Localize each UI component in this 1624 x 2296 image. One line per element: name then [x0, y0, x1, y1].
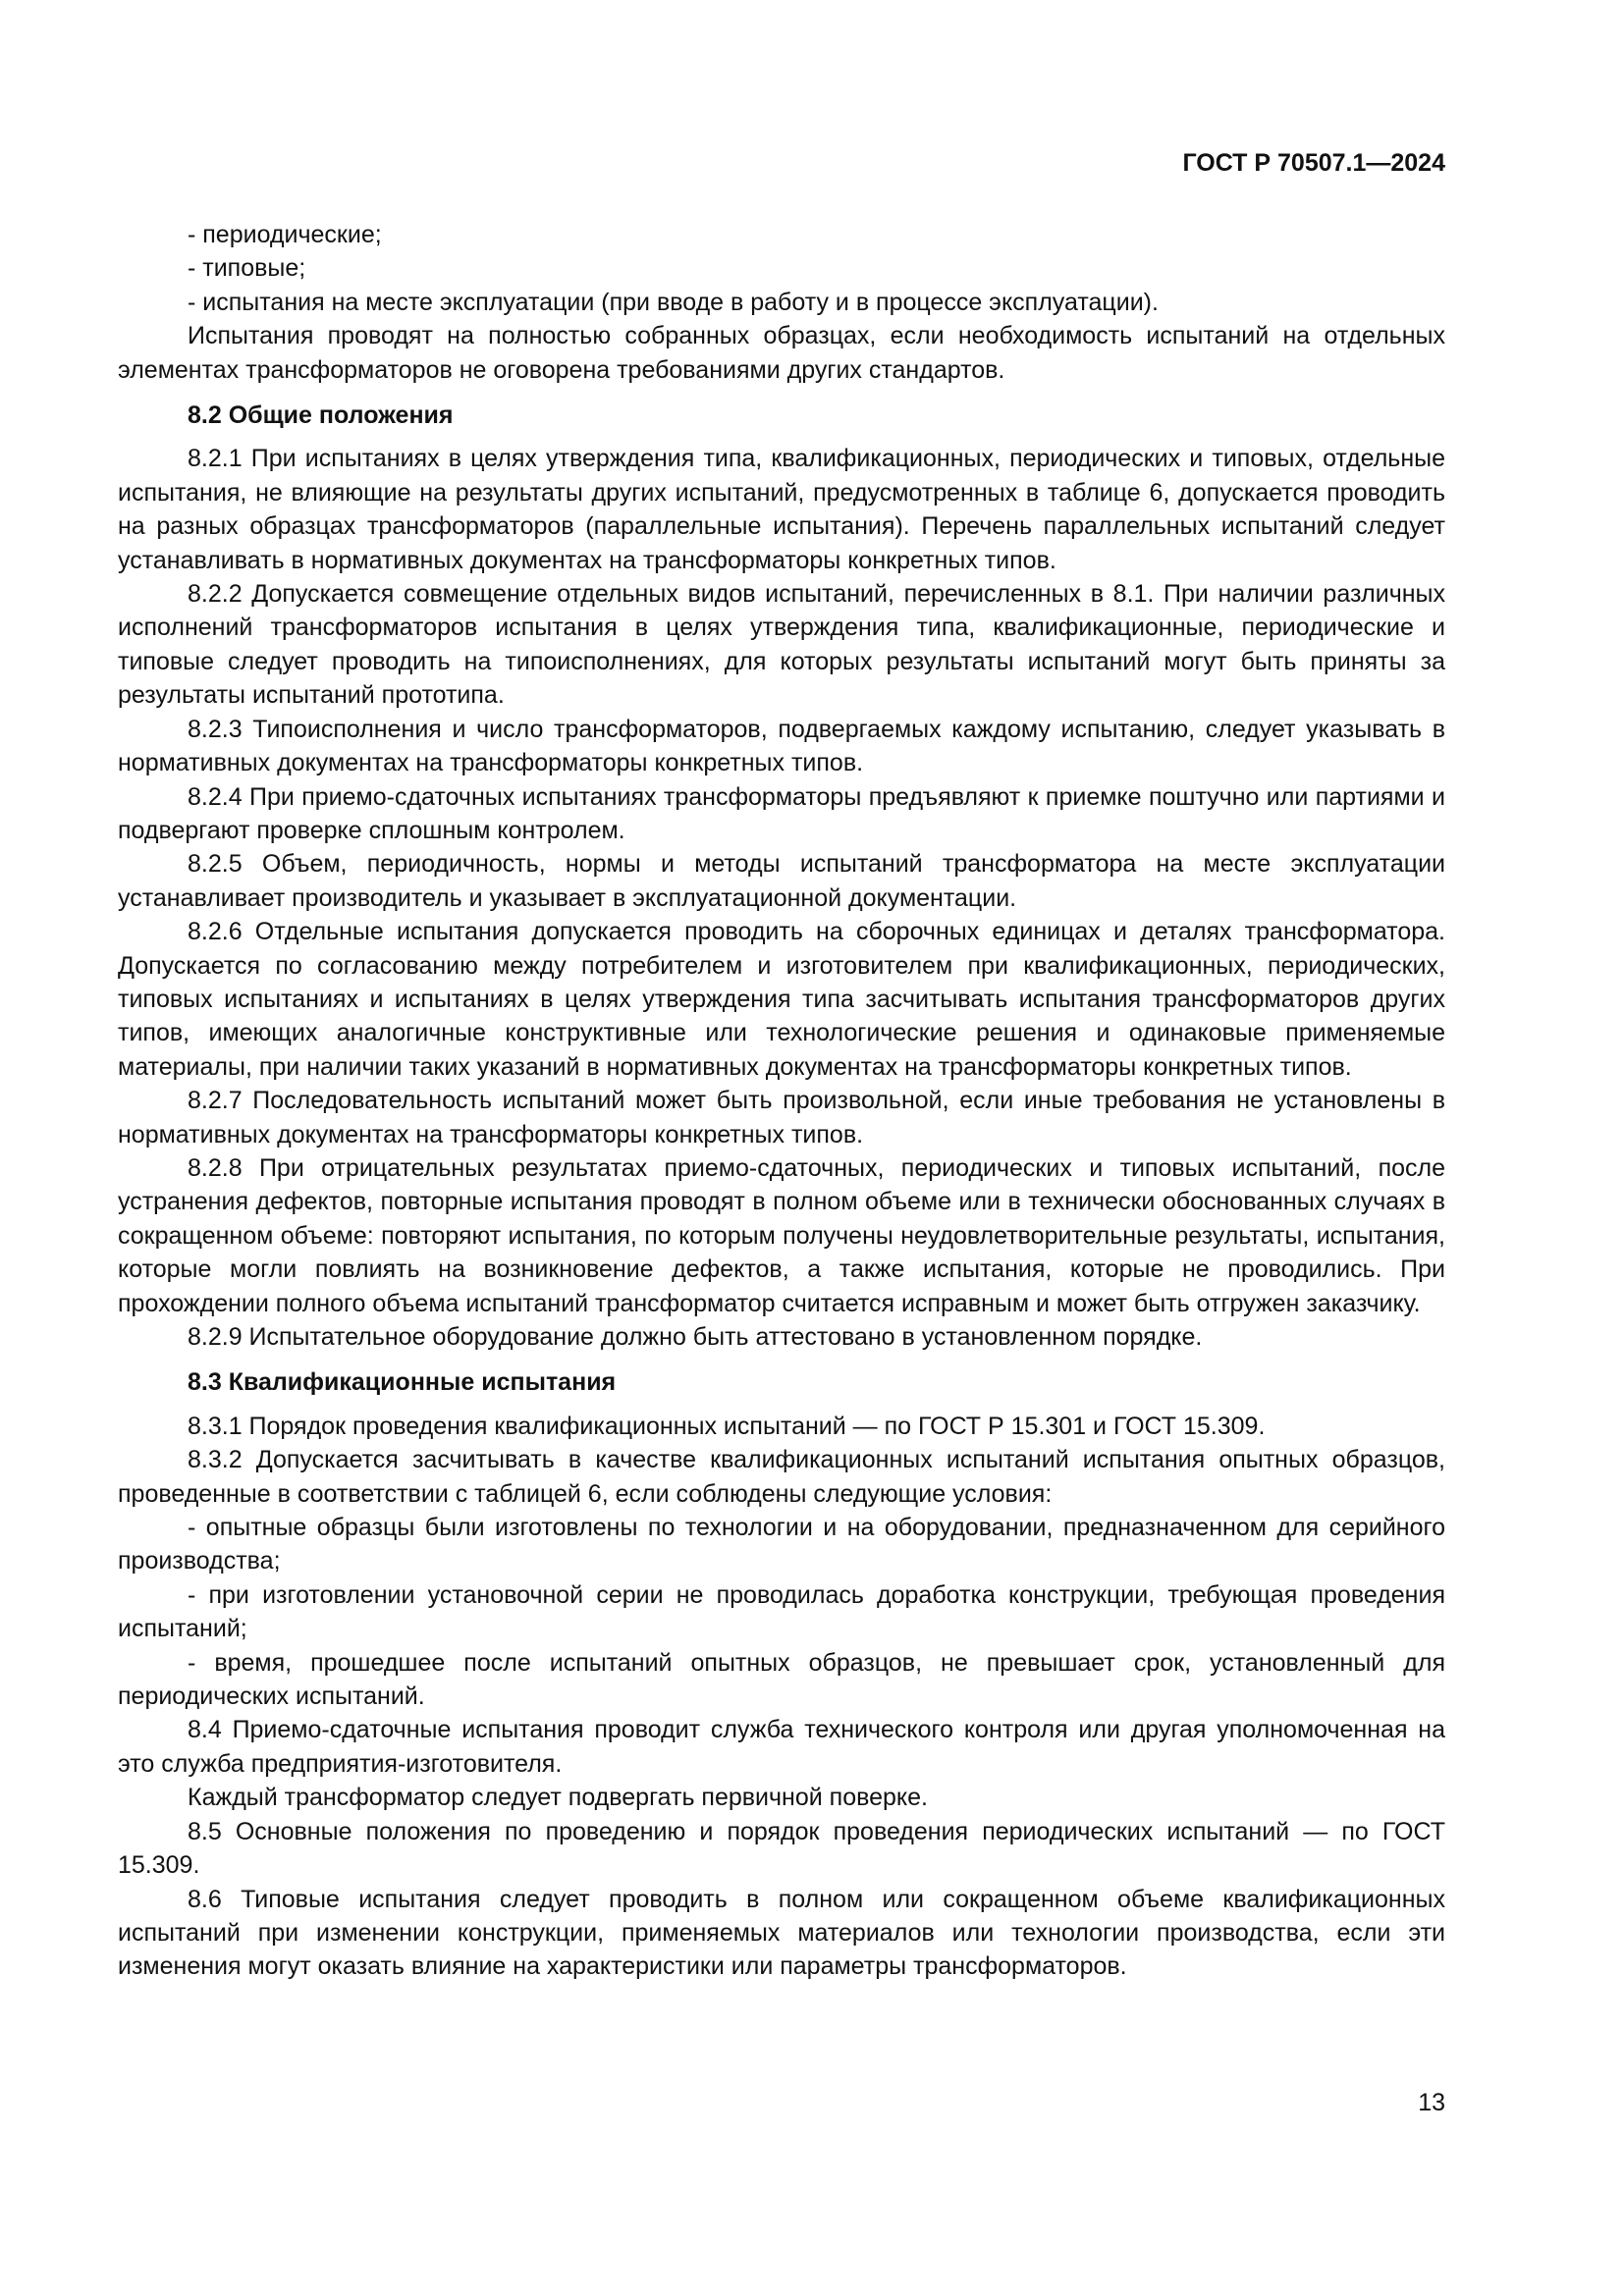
- section-heading-8-3: 8.3 Квалификационные испытания: [188, 1368, 617, 1397]
- paragraph-8-2-6: 8.2.6 Отдельные испытания допускается проводить на сборочных единицах и деталях трансформатора. Допускается по согласованию между потребителем и изготовителем при квалификационных, периодических, типовых испытаниях и испытаниях в целях утверждения типа засчитывать испытания трансформаторов других типов, имеющих аналогичные конструктивные или технологические решения и одинаковые применяемые материалы, при наличии таких указаний в нормативных документах на трансформаторы конкретных типов.: [118, 918, 1445, 1081]
- paragraph: Испытания проводят на полностью собранных образцах, если необходимость испытаний на отдельных элементах трансформаторов не оговорена требованиями других стандартов.: [118, 322, 1445, 384]
- paragraph-8-3-2: 8.3.2 Допускается засчитывать в качестве квалификационных испытаний испытания опытных образцов, проведенные в соответствии с таблицей 6, если соблюдены следующие условия:: [118, 1446, 1445, 1508]
- paragraph-8-2-7: 8.2.7 Последовательность испытаний может быть произвольной, если иные требования не установлены в нормативных документах на трансформаторы конкретных типов.: [118, 1087, 1445, 1148]
- document-body: [118, 218, 1445, 1984]
- document-page: [118, 0, 1445, 2296]
- list-item: - опытные образцы были изготовлены по технологии и на оборудовании, предназначенном для серийного производства;: [118, 1514, 1445, 1575]
- document-header: ГОСТ Р 70507.1—2024: [1182, 149, 1445, 177]
- section-heading-8-2: 8.2 Общие положения: [188, 401, 454, 430]
- paragraph-8-2-1: 8.2.1 При испытаниях в целях утверждения типа, квалификационных, периодических и типовых, отдельные испытания, не влияющие на результаты других испытаний, предусмотренных в таблице 6, допускается проводить на разных образцах трансформаторов (параллельные испытания). Перечень параллельных испытаний следует устанавливать в нормативных документах на трансформаторы конкретных типов.: [118, 445, 1445, 574]
- paragraph-8-2-9: 8.2.9 Испытательное оборудование должно быть аттестовано в установленном порядке.: [188, 1323, 1203, 1351]
- list-item: - типовые;: [188, 254, 306, 283]
- paragraph-8-4: 8.4 Приемо-сдаточные испытания проводит служба технического контроля или другая уполномоченная на это служба предприятия-изготовителя.: [118, 1716, 1445, 1778]
- paragraph-8-2-8: 8.2.8 При отрицательных результатах приемо-сдаточных, периодических и типовых испытаний, после устранения дефектов, повторные испытания проводят в полном объеме или в технически обоснованных случаях в сокращенном объеме: повторяют испытания, по которым получены неудовлетворительные результаты, испытания, которые могли повлиять на возникновение дефектов, а также испытания, которые не проводились. При прохождении полного объема испытаний трансформатор считается исправным и может быть отгружен заказчику.: [118, 1153, 1445, 1317]
- paragraph-8-2-2: 8.2.2 Допускается совмещение отдельных видов испытаний, перечисленных в 8.1. При наличии различных исполнений трансформаторов испытания в целях утверждения типа, квалификационные, периодические и типовые следует проводить на типоисполнениях, для которых результаты испытаний могут быть приняты за результаты испытаний прототипа.: [118, 580, 1445, 710]
- paragraph-8-2-4: 8.2.4 При приемо-сдаточных испытаниях трансформаторы предъявляют к приемке поштучно или партиями и подвергают проверке сплошным контролем.: [118, 782, 1445, 844]
- paragraph-8-2-5: 8.2.5 Объем, периодичность, нормы и методы испытаний трансформатора на месте эксплуатации устанавливает производитель и указывает в эксплуатационной документации.: [118, 850, 1445, 912]
- paragraph-8-2-3: 8.2.3 Типоисполнения и число трансформаторов, подвергаемых каждому испытанию, следует указывать в нормативных документах на трансформаторы конкретных типов.: [118, 715, 1445, 777]
- paragraph-primary-verification: Каждый трансформатор следует подвергать первичной поверке.: [188, 1784, 928, 1812]
- paragraph-8-5: 8.5 Основные положения по проведению и порядок проведения периодических испытаний — по ГОСТ 15.309.: [118, 1817, 1445, 1880]
- list-item: - при изготовлении установочной серии не проводилась доработка конструкции, требующая проведения испытаний;: [118, 1580, 1445, 1643]
- list-item: - периодические;: [188, 221, 382, 248]
- paragraph-8-6: 8.6 Типовые испытания следует проводить в полном или сокращенном объеме квалификационных испытаний при изменении конструкции, применяемых материалов или технологии производства, если эти изменения могут оказать влияние на характеристики или параметры трансформаторов.: [118, 1885, 1445, 1981]
- page-number: 13: [1418, 2089, 1445, 2116]
- list-item: - испытания на месте эксплуатации (при вводе в работу и в процессе эксплуатации).: [188, 288, 1159, 316]
- list-item: - время, прошедшее после испытаний опытных образцов, не превышает срок, установленный для периодических испытаний.: [118, 1648, 1445, 1711]
- paragraph-8-3-1: 8.3.1 Порядок проведения квалификационных испытаний — по ГОСТ Р 15.301 и ГОСТ 15.309.: [188, 1412, 1266, 1440]
